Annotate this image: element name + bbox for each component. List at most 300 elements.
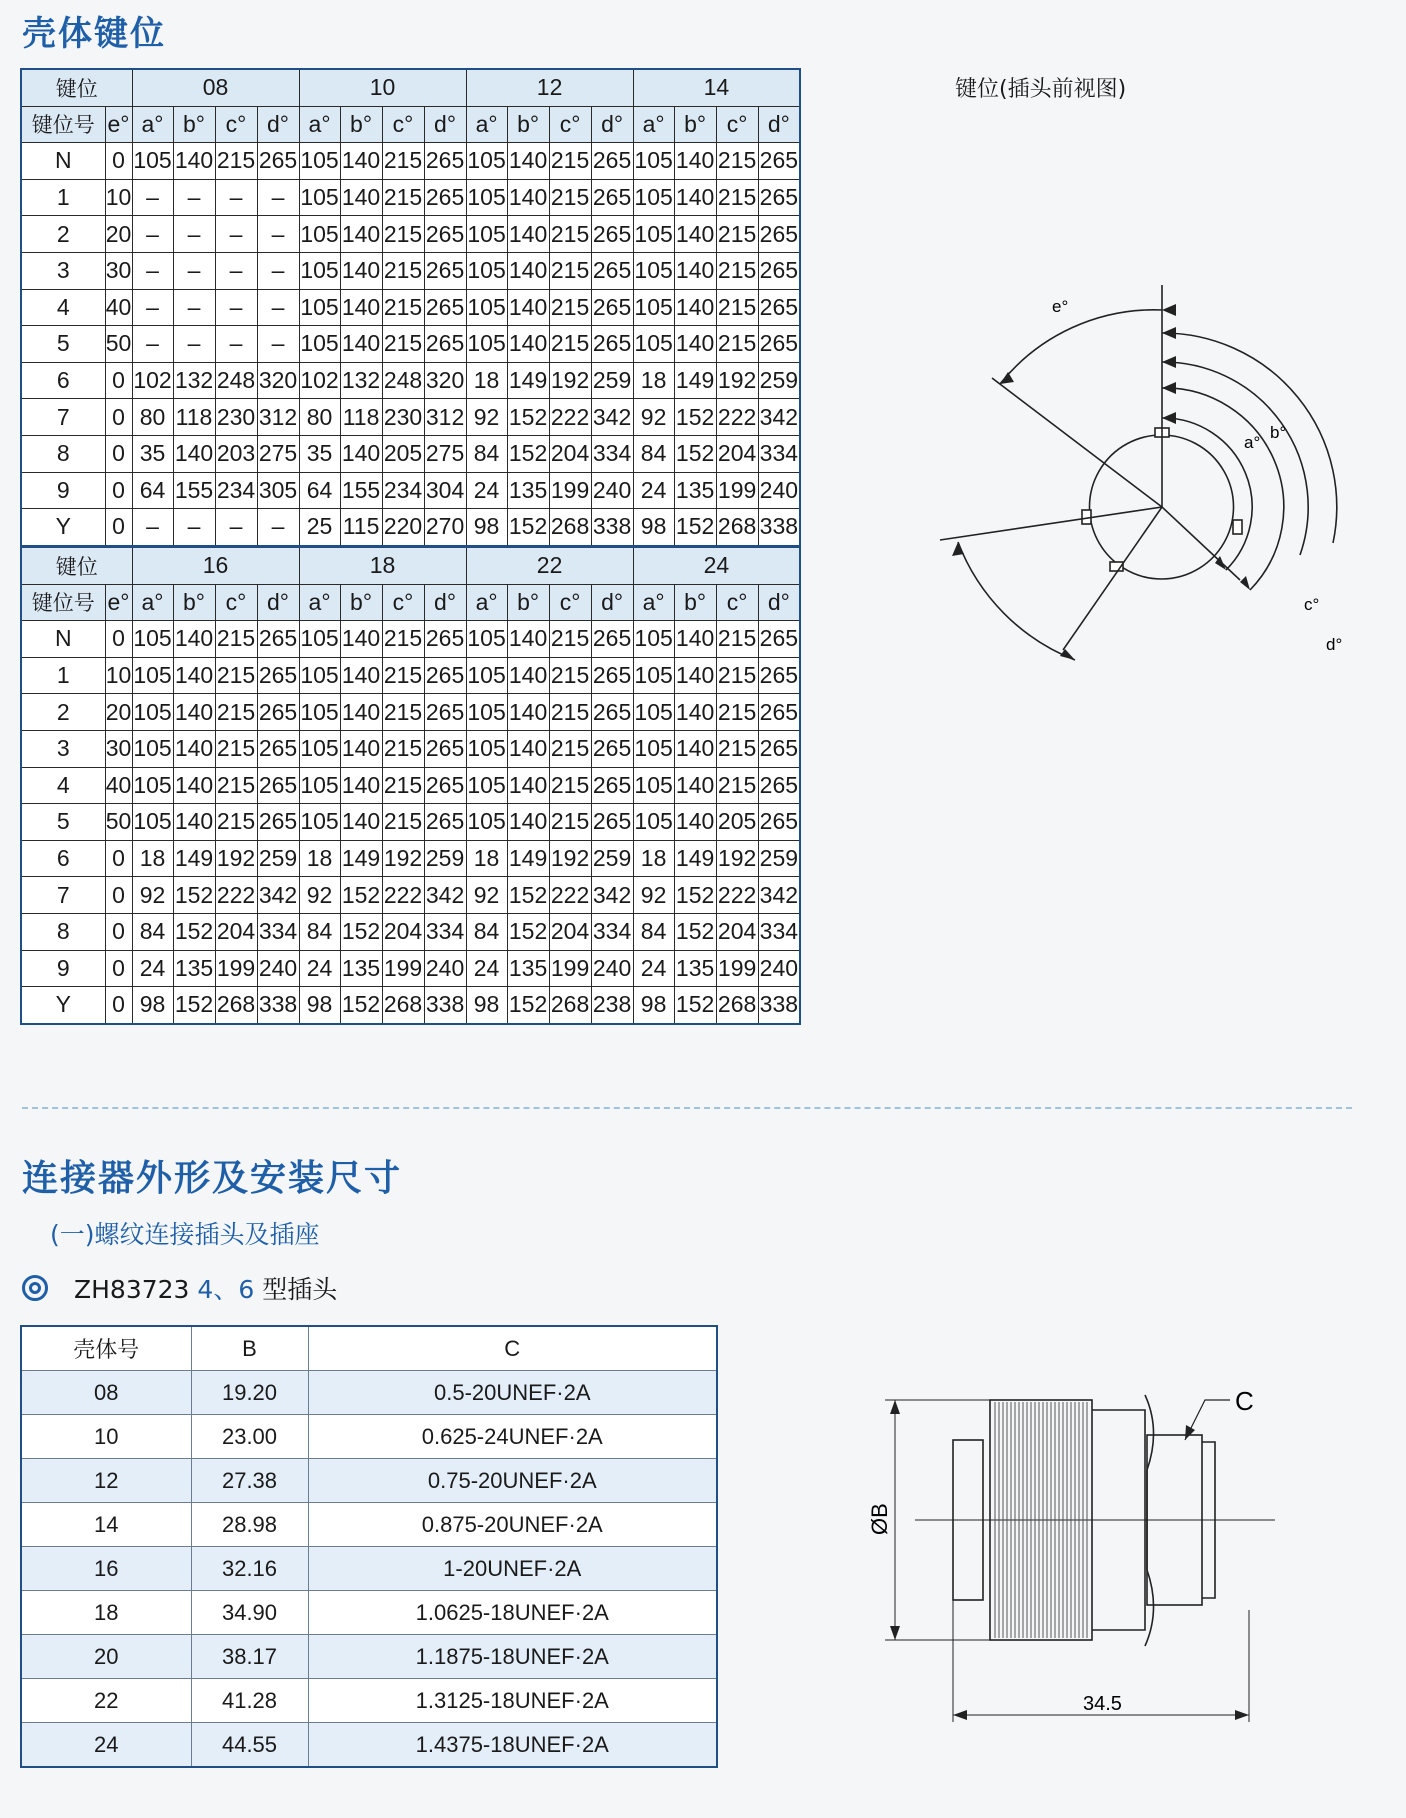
angle-header-cell: a° <box>132 106 173 143</box>
angle-value-cell: 222 <box>716 399 758 436</box>
shell-size-header: 10 <box>299 69 466 106</box>
angle-value-cell: 105 <box>466 143 507 180</box>
angle-value-cell: 215 <box>382 804 424 841</box>
keyno-cell: 9 <box>21 950 105 987</box>
shell-table-row <box>21 1459 717 1503</box>
angle-value-cell: 342 <box>758 399 800 436</box>
shell-table-cell: 28.98 <box>191 1503 308 1547</box>
section-title-shell-keying: 壳体键位 <box>22 14 166 54</box>
angle-value-cell: 140 <box>674 804 716 841</box>
keyno-cell: 3 <box>21 730 105 767</box>
angle-header-cell: d° <box>591 584 633 621</box>
angle-value-cell: 222 <box>549 399 591 436</box>
shell-table-cell: 1.0625-18UNEF·2A <box>308 1591 717 1635</box>
angle-value-cell: 140 <box>674 179 716 216</box>
keying-table-1 <box>20 68 801 547</box>
angle-value-cell: 234 <box>382 472 424 509</box>
e-angle-cell: 40 <box>105 289 132 326</box>
shell-size-table <box>20 1325 718 1768</box>
angle-value-cell: 265 <box>591 730 633 767</box>
keyno-cell: 9 <box>21 472 105 509</box>
keying-view-label: 键位(插头前视图) <box>955 77 1127 102</box>
keyno-cell: N <box>21 621 105 658</box>
angle-value-cell: 204 <box>549 435 591 472</box>
angle-value-cell: 265 <box>257 694 299 731</box>
angle-value-cell: 215 <box>382 694 424 731</box>
angle-value-cell: 215 <box>549 804 591 841</box>
angle-value-cell: 265 <box>257 621 299 658</box>
shell-table-cell: 0.75-20UNEF·2A <box>308 1459 717 1503</box>
angle-value-cell: 265 <box>424 179 466 216</box>
section-title-outline-dimensions: 连接器外形及安装尺寸 <box>22 1158 403 1199</box>
angle-value-cell: 265 <box>591 767 633 804</box>
shell-size-header: 22 <box>466 547 633 584</box>
angle-value-cell: 140 <box>173 435 215 472</box>
angle-value-cell: 215 <box>382 657 424 694</box>
angle-value-cell: 248 <box>215 362 257 399</box>
angle-value-cell: 334 <box>591 435 633 472</box>
shell-table-row <box>21 1415 717 1459</box>
angle-value-cell: 140 <box>507 289 549 326</box>
keyno-cell: 4 <box>21 289 105 326</box>
angle-value-cell: 265 <box>591 326 633 363</box>
shell-table-cell: 18 <box>21 1591 191 1635</box>
angle-value-cell: 215 <box>716 621 758 658</box>
shell-table-row <box>21 1547 717 1591</box>
angle-value-cell: 105 <box>633 143 674 180</box>
keyno-cell: 7 <box>21 877 105 914</box>
angle-header-cell: d° <box>424 106 466 143</box>
shell-size-header: 08 <box>132 69 299 106</box>
angle-value-cell: 215 <box>215 804 257 841</box>
angle-value-cell: 265 <box>424 767 466 804</box>
angle-value-cell: 215 <box>215 657 257 694</box>
keying-row <box>21 913 800 950</box>
keying-row <box>21 840 800 877</box>
e-angle-cell: 30 <box>105 730 132 767</box>
angle-value-cell: 105 <box>132 767 173 804</box>
angle-value-cell: 204 <box>215 913 257 950</box>
angle-value-cell: 84 <box>132 913 173 950</box>
angle-header-cell: b° <box>173 106 215 143</box>
e-angle-cell: 0 <box>105 877 132 914</box>
angle-value-cell: 215 <box>549 252 591 289</box>
angle-value-cell: – <box>257 289 299 326</box>
angle-value-cell: 140 <box>507 730 549 767</box>
angle-value-cell: 98 <box>633 987 674 1024</box>
angle-value-cell: 135 <box>507 950 549 987</box>
angle-value-cell: – <box>215 509 257 546</box>
angle-value-cell: 105 <box>466 216 507 253</box>
angle-value-cell: 192 <box>549 362 591 399</box>
angle-value-cell: 140 <box>173 694 215 731</box>
angle-value-cell: 268 <box>549 987 591 1024</box>
shell-table-cell: 08 <box>21 1371 191 1415</box>
angle-value-cell: – <box>257 179 299 216</box>
angle-header-cell: b° <box>674 584 716 621</box>
label-d: d° <box>1326 635 1343 654</box>
angle-value-cell: 98 <box>633 509 674 546</box>
angle-value-cell: 265 <box>591 179 633 216</box>
shell-table-cell: 10 <box>21 1415 191 1459</box>
angle-value-cell: 265 <box>257 730 299 767</box>
keying-row <box>21 621 800 658</box>
angle-value-cell: 259 <box>591 362 633 399</box>
angle-value-cell: 268 <box>215 987 257 1024</box>
keyno-cell: 6 <box>21 362 105 399</box>
angle-value-cell: 215 <box>382 767 424 804</box>
angle-value-cell: 334 <box>257 913 299 950</box>
angle-value-cell: 140 <box>507 326 549 363</box>
angle-value-cell: 342 <box>591 877 633 914</box>
angle-value-cell: 135 <box>674 472 716 509</box>
angle-value-cell: 240 <box>257 950 299 987</box>
angle-value-cell: 140 <box>173 657 215 694</box>
angle-value-cell: 105 <box>299 621 340 658</box>
angle-value-cell: 152 <box>340 913 382 950</box>
keying-row <box>21 767 800 804</box>
angle-value-cell: 268 <box>716 509 758 546</box>
angle-value-cell: 203 <box>215 435 257 472</box>
angle-value-cell: 140 <box>507 694 549 731</box>
angle-value-cell: 105 <box>466 730 507 767</box>
angle-value-cell: 92 <box>132 877 173 914</box>
angle-value-cell: 92 <box>299 877 340 914</box>
angle-value-cell: 140 <box>340 326 382 363</box>
angle-value-cell: 140 <box>173 804 215 841</box>
angle-header-cell: a° <box>132 584 173 621</box>
angle-value-cell: 118 <box>340 399 382 436</box>
angle-value-cell: – <box>173 289 215 326</box>
angle-value-cell: 140 <box>340 694 382 731</box>
angle-value-cell: 105 <box>633 621 674 658</box>
keying-table-2 <box>20 546 801 1025</box>
product-line <box>22 1270 337 1306</box>
angle-value-cell: 135 <box>173 950 215 987</box>
angle-value-cell: 152 <box>173 913 215 950</box>
angle-value-cell: – <box>257 216 299 253</box>
angle-value-cell: 304 <box>424 472 466 509</box>
angle-value-cell: 105 <box>633 767 674 804</box>
angle-value-cell: 80 <box>299 399 340 436</box>
angle-value-cell: 25 <box>299 509 340 546</box>
keyno-cell: 2 <box>21 216 105 253</box>
angle-value-cell: 84 <box>466 913 507 950</box>
e-angle-cell: 0 <box>105 435 132 472</box>
angle-value-cell: 215 <box>382 252 424 289</box>
angle-value-cell: 140 <box>507 252 549 289</box>
shell-table-cell: 14 <box>21 1503 191 1547</box>
angle-value-cell: – <box>132 252 173 289</box>
keyno-cell: 5 <box>21 804 105 841</box>
shell-table-cell: 44.55 <box>191 1723 308 1768</box>
angle-value-cell: 149 <box>674 362 716 399</box>
angle-value-cell: 18 <box>633 362 674 399</box>
keyno-header-cell: 键位号 <box>21 106 105 143</box>
angle-value-cell: 140 <box>340 804 382 841</box>
angle-value-cell: 259 <box>424 840 466 877</box>
angle-value-cell: 215 <box>549 621 591 658</box>
angle-value-cell: 24 <box>466 472 507 509</box>
angle-value-cell: 338 <box>591 509 633 546</box>
angle-value-cell: 84 <box>466 435 507 472</box>
angle-value-cell: 338 <box>424 987 466 1024</box>
shell-table-row <box>21 1635 717 1679</box>
angle-value-cell: 140 <box>674 326 716 363</box>
angle-value-cell: 215 <box>382 621 424 658</box>
e-angle-cell: 50 <box>105 326 132 363</box>
angle-value-cell: 155 <box>173 472 215 509</box>
angle-value-cell: 338 <box>257 987 299 1024</box>
angle-value-cell: 265 <box>424 621 466 658</box>
shell-table-cell: 1.3125-18UNEF·2A <box>308 1679 717 1723</box>
angle-value-cell: 105 <box>132 804 173 841</box>
subsection-title: (一)螺纹连接插头及插座 <box>50 1220 320 1249</box>
angle-value-cell: 24 <box>633 950 674 987</box>
angle-value-cell: 192 <box>549 840 591 877</box>
angle-value-cell: 240 <box>758 472 800 509</box>
angle-value-cell: 152 <box>507 877 549 914</box>
angle-value-cell: 92 <box>466 877 507 914</box>
angle-value-cell: 105 <box>466 621 507 658</box>
angle-value-cell: 265 <box>424 216 466 253</box>
angle-value-cell: 105 <box>466 326 507 363</box>
angle-header-cell: b° <box>340 106 382 143</box>
angle-value-cell: 149 <box>340 840 382 877</box>
angle-value-cell: 18 <box>633 840 674 877</box>
angle-value-cell: 312 <box>424 399 466 436</box>
e-angle-cell: 0 <box>105 840 132 877</box>
angle-value-cell: 92 <box>633 877 674 914</box>
angle-value-cell: 152 <box>173 987 215 1024</box>
angle-value-cell: 265 <box>591 143 633 180</box>
angle-value-cell: 265 <box>591 216 633 253</box>
shell-table-cell: 24 <box>21 1723 191 1768</box>
keyno-cell: 8 <box>21 913 105 950</box>
angle-value-cell: – <box>173 326 215 363</box>
angle-value-cell: 265 <box>591 289 633 326</box>
angle-value-cell: 18 <box>132 840 173 877</box>
angle-value-cell: 140 <box>340 289 382 326</box>
angle-value-cell: 135 <box>507 472 549 509</box>
angle-value-cell: 199 <box>549 472 591 509</box>
angle-value-cell: 265 <box>758 767 800 804</box>
angle-value-cell: 140 <box>674 216 716 253</box>
angle-header-cell: b° <box>674 106 716 143</box>
e-angle-cell: 0 <box>105 913 132 950</box>
angle-value-cell: 265 <box>424 143 466 180</box>
angle-value-cell: 135 <box>340 950 382 987</box>
angle-value-cell: 265 <box>758 694 800 731</box>
angle-value-cell: 105 <box>132 621 173 658</box>
e-angle-cell: 10 <box>105 657 132 694</box>
angle-header-cell: c° <box>549 106 591 143</box>
keying-row <box>21 362 800 399</box>
angle-value-cell: 140 <box>507 621 549 658</box>
shell-table-cell: 27.38 <box>191 1459 308 1503</box>
keyno-cell: 6 <box>21 840 105 877</box>
angle-value-cell: 140 <box>340 435 382 472</box>
angle-value-cell: – <box>215 289 257 326</box>
angle-value-cell: 215 <box>549 216 591 253</box>
angle-header-cell: a° <box>299 106 340 143</box>
angle-value-cell: 105 <box>299 694 340 731</box>
angle-value-cell: 215 <box>549 730 591 767</box>
angle-value-cell: 152 <box>507 987 549 1024</box>
angle-value-cell: 265 <box>591 657 633 694</box>
angle-value-cell: 320 <box>424 362 466 399</box>
shell-size-header: 24 <box>633 547 800 584</box>
angle-value-cell: – <box>257 509 299 546</box>
shell-table-cell: 32.16 <box>191 1547 308 1591</box>
shell-size-header: 16 <box>132 547 299 584</box>
angle-value-cell: 215 <box>716 767 758 804</box>
angle-value-cell: 215 <box>382 143 424 180</box>
angle-value-cell: 132 <box>340 362 382 399</box>
angle-header-cell: a° <box>633 584 674 621</box>
angle-value-cell: 149 <box>173 840 215 877</box>
angle-value-cell: 265 <box>758 804 800 841</box>
keyno-cell: 8 <box>21 435 105 472</box>
angle-value-cell: 215 <box>716 252 758 289</box>
angle-value-cell: 338 <box>758 987 800 1024</box>
keyno-cell: Y <box>21 987 105 1024</box>
angle-value-cell: 24 <box>299 950 340 987</box>
angle-value-cell: 102 <box>299 362 340 399</box>
label-a: a° <box>1244 433 1261 452</box>
angle-value-cell: 240 <box>591 472 633 509</box>
label-c-thread: C <box>1235 1386 1254 1416</box>
angle-value-cell: 215 <box>716 730 758 767</box>
angle-value-cell: 140 <box>507 143 549 180</box>
angle-value-cell: 140 <box>173 143 215 180</box>
keying-row <box>21 987 800 1024</box>
angle-value-cell: 215 <box>549 326 591 363</box>
angle-value-cell: 105 <box>466 767 507 804</box>
shell-size-header: 18 <box>299 547 466 584</box>
shell-table-row <box>21 1591 717 1635</box>
keying-row <box>21 877 800 914</box>
shell-table-cell: 34.90 <box>191 1591 308 1635</box>
keyno-cell: 3 <box>21 252 105 289</box>
angle-value-cell: 140 <box>340 216 382 253</box>
angle-value-cell: 105 <box>299 326 340 363</box>
angle-value-cell: – <box>132 326 173 363</box>
angle-value-cell: 105 <box>633 216 674 253</box>
keying-row <box>21 509 800 546</box>
angle-value-cell: 265 <box>591 694 633 731</box>
angle-value-cell: 105 <box>633 657 674 694</box>
shell-table-cell: 38.17 <box>191 1635 308 1679</box>
angle-value-cell: 268 <box>549 509 591 546</box>
angle-value-cell: 149 <box>507 362 549 399</box>
angle-value-cell: 140 <box>507 216 549 253</box>
angle-value-cell: 105 <box>299 730 340 767</box>
angle-value-cell: 204 <box>716 435 758 472</box>
angle-value-cell: 18 <box>299 840 340 877</box>
angle-value-cell: 84 <box>633 913 674 950</box>
angle-value-cell: 215 <box>382 179 424 216</box>
angle-value-cell: 268 <box>382 987 424 1024</box>
keyno-cell: 5 <box>21 326 105 363</box>
angle-value-cell: 215 <box>716 657 758 694</box>
angle-value-cell: 149 <box>674 840 716 877</box>
angle-value-cell: 35 <box>132 435 173 472</box>
angle-header-cell: b° <box>173 584 215 621</box>
label-length: 34.5 <box>1083 1693 1122 1715</box>
angle-value-cell: 152 <box>340 987 382 1024</box>
angle-value-cell: 265 <box>591 621 633 658</box>
angle-value-cell: 140 <box>173 767 215 804</box>
angle-value-cell: 204 <box>716 913 758 950</box>
angle-value-cell: 259 <box>758 362 800 399</box>
angle-value-cell: 64 <box>132 472 173 509</box>
shell-table-cell: 41.28 <box>191 1679 308 1723</box>
angle-value-cell: 105 <box>132 143 173 180</box>
angle-header-cell: d° <box>257 584 299 621</box>
angle-value-cell: 98 <box>466 509 507 546</box>
angle-value-cell: 222 <box>382 877 424 914</box>
angle-value-cell: 342 <box>758 877 800 914</box>
angle-value-cell: 334 <box>591 913 633 950</box>
angle-value-cell: 234 <box>215 472 257 509</box>
angle-value-cell: 215 <box>382 326 424 363</box>
keying-row <box>21 179 800 216</box>
angle-value-cell: 152 <box>507 435 549 472</box>
angle-value-cell: 240 <box>424 950 466 987</box>
angle-value-cell: 192 <box>716 362 758 399</box>
angle-value-cell: 35 <box>299 435 340 472</box>
shell-table-cell: 22 <box>21 1679 191 1723</box>
angle-value-cell: 105 <box>633 252 674 289</box>
product-types: 4、6 <box>197 1275 255 1304</box>
angle-value-cell: 105 <box>299 179 340 216</box>
angle-value-cell: 265 <box>424 657 466 694</box>
e-angle-cell: 0 <box>105 509 132 546</box>
angle-value-cell: 105 <box>299 657 340 694</box>
angle-value-cell: 140 <box>173 730 215 767</box>
e-angle-cell: 0 <box>105 362 132 399</box>
angle-value-cell: 140 <box>340 730 382 767</box>
angle-value-cell: 105 <box>299 804 340 841</box>
angle-value-cell: 140 <box>674 694 716 731</box>
angle-value-cell: 265 <box>758 730 800 767</box>
label-diameter-b: ØB <box>867 1503 892 1535</box>
angle-value-cell: 192 <box>716 840 758 877</box>
angle-value-cell: 204 <box>382 913 424 950</box>
angle-value-cell: 199 <box>549 950 591 987</box>
angle-value-cell: 230 <box>382 399 424 436</box>
shell-table-header-cell: C <box>308 1326 717 1371</box>
angle-value-cell: 152 <box>674 913 716 950</box>
e-angle-cell: 20 <box>105 216 132 253</box>
angle-value-cell: 140 <box>340 252 382 289</box>
angle-value-cell: 24 <box>132 950 173 987</box>
angle-value-cell: 204 <box>549 913 591 950</box>
angle-value-cell: 215 <box>549 289 591 326</box>
angle-header-cell: c° <box>215 584 257 621</box>
shell-table-cell: 20 <box>21 1635 191 1679</box>
angle-value-cell: 215 <box>716 179 758 216</box>
angle-value-cell: 105 <box>466 694 507 731</box>
e-angle-cell: 0 <box>105 143 132 180</box>
angle-value-cell: 215 <box>215 621 257 658</box>
angle-value-cell: – <box>173 252 215 289</box>
angle-value-cell: – <box>257 326 299 363</box>
shell-size-header: 14 <box>633 69 800 106</box>
angle-value-cell: 215 <box>549 694 591 731</box>
angle-value-cell: 152 <box>674 877 716 914</box>
